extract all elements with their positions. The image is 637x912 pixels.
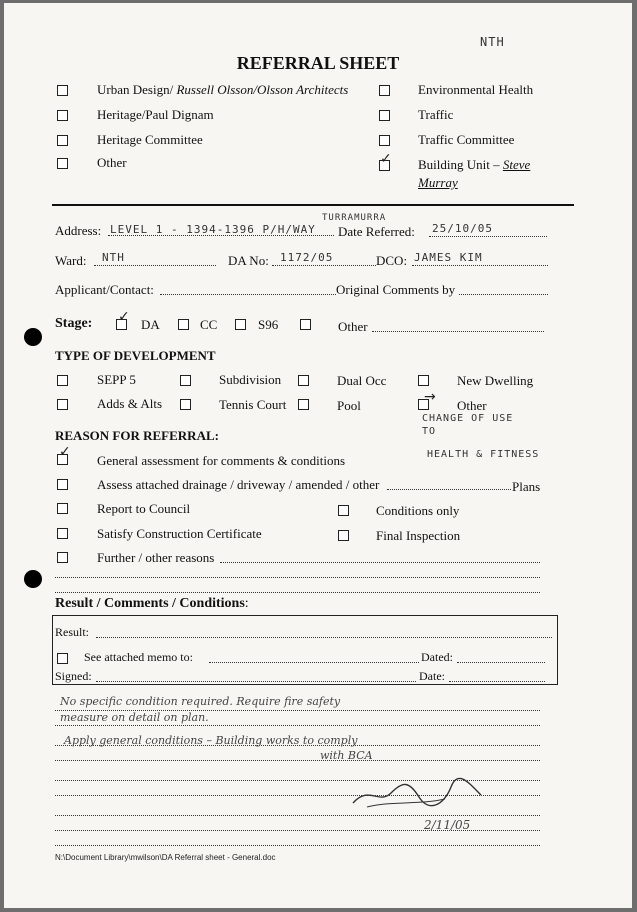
original-comments-label: Original Comments by bbox=[336, 282, 456, 297]
adds-alts-checkbox[interactable] bbox=[57, 399, 68, 410]
subdivision-label: Subdivision bbox=[219, 372, 282, 387]
new-dwelling-checkbox[interactable] bbox=[418, 375, 429, 386]
report-council-checkbox[interactable] bbox=[57, 503, 68, 514]
ward-value[interactable]: NTH bbox=[102, 251, 125, 264]
environmental-health-label: Environmental Health bbox=[418, 82, 534, 97]
reason-heading: REASON FOR REFERRAL: bbox=[55, 428, 219, 443]
other-development-label: Other bbox=[457, 398, 487, 413]
satisfy-cc-checkbox[interactable] bbox=[57, 528, 68, 539]
environmental-health-checkbox[interactable] bbox=[379, 85, 390, 96]
drainage-checkbox[interactable] bbox=[57, 479, 68, 490]
result-label: Result: bbox=[55, 625, 90, 639]
other-note-line3: HEALTH & FITNESS bbox=[427, 449, 540, 460]
stage-da-label: DA bbox=[141, 317, 160, 332]
traffic-label: Traffic bbox=[418, 107, 454, 122]
dated-label: Dated: bbox=[421, 650, 453, 664]
dco-line bbox=[412, 265, 548, 266]
type-of-development-heading: TYPE OF DEVELOPMENT bbox=[55, 348, 216, 363]
applicant-label: Applicant/Contact: bbox=[55, 282, 154, 297]
handwritten-comment-3: Apply general conditions – Building works to comply bbox=[64, 734, 358, 747]
heritage-committee-label: Heritage Committee bbox=[97, 132, 203, 147]
result-line[interactable] bbox=[96, 637, 552, 638]
building-unit-name: Murray bbox=[418, 175, 458, 190]
da-no-line bbox=[272, 265, 376, 266]
pool-label: Pool bbox=[337, 398, 361, 413]
sepp5-label: SEPP 5 bbox=[97, 372, 136, 387]
new-dwelling-label: New Dwelling bbox=[457, 373, 534, 388]
dco-value[interactable]: JAMES KIM bbox=[414, 251, 483, 264]
comment-line-7[interactable] bbox=[55, 815, 540, 816]
other-note-line1: CHANGE OF USE bbox=[422, 413, 514, 424]
pool-checkbox[interactable] bbox=[298, 399, 309, 410]
address-label: Address: bbox=[55, 223, 102, 238]
binder-hole-bottom bbox=[24, 570, 42, 588]
urban-design-checkbox[interactable] bbox=[57, 85, 68, 96]
tennis-court-label: Tennis Court bbox=[219, 397, 287, 412]
final-inspection-label: Final Inspection bbox=[376, 528, 461, 543]
date-line[interactable] bbox=[449, 681, 545, 682]
report-council-label: Report to Council bbox=[97, 501, 191, 516]
address-suburb-note: TURRAMURRA bbox=[322, 213, 387, 223]
corner-note: NTH bbox=[480, 35, 505, 49]
address-value[interactable]: LEVEL 1 - 1394-1396 P/H/WAY bbox=[110, 223, 316, 236]
final-inspection-checkbox[interactable] bbox=[338, 530, 349, 541]
date-label: Date: bbox=[419, 669, 445, 683]
stage-da-tick-icon: ✓ bbox=[118, 309, 130, 325]
comment-line-9[interactable] bbox=[55, 845, 540, 846]
dated-line[interactable] bbox=[457, 662, 545, 663]
stage-s96-label: S96 bbox=[258, 317, 279, 332]
subdivision-checkbox[interactable] bbox=[180, 375, 191, 386]
traffic-committee-checkbox[interactable] bbox=[379, 135, 390, 146]
satisfy-cc-label: Satisfy Construction Certificate bbox=[97, 526, 262, 541]
attached-memo-checkbox[interactable] bbox=[57, 653, 68, 664]
general-assessment-tick-icon: ✓ bbox=[59, 444, 71, 460]
signature-icon bbox=[349, 775, 489, 815]
plans-label: Plans bbox=[512, 479, 541, 494]
divider-thick bbox=[52, 204, 574, 206]
building-unit-tick-icon: ✓ bbox=[380, 151, 392, 167]
stage-cc-label: CC bbox=[200, 317, 218, 332]
heritage-label: Heritage/Paul Dignam bbox=[97, 107, 214, 122]
further-reasons-line-2[interactable] bbox=[55, 577, 540, 578]
result-heading: Result / Comments / Conditions: bbox=[55, 596, 249, 611]
adds-alts-label: Adds & Alts bbox=[97, 396, 163, 411]
comment-line-4[interactable] bbox=[55, 760, 540, 761]
footer-path: N:\Document Library\mwilson\DA Referral sheet - General.doc bbox=[55, 853, 276, 862]
signed-label: Signed: bbox=[55, 669, 92, 683]
stage-label: Stage: bbox=[55, 316, 93, 331]
conditions-only-checkbox[interactable] bbox=[338, 505, 349, 516]
building-unit-label: Building Unit – Steve bbox=[418, 157, 531, 172]
date-referred-line bbox=[429, 236, 547, 237]
heritage-checkbox[interactable] bbox=[57, 110, 68, 121]
traffic-committee-label: Traffic Committee bbox=[418, 132, 515, 147]
heritage-committee-checkbox[interactable] bbox=[57, 135, 68, 146]
urban-design-label: Urban Design/ Russell Olsson/Olsson Architects bbox=[97, 82, 349, 97]
other-development-arrow-icon: → bbox=[424, 389, 436, 405]
stage-cc-checkbox[interactable] bbox=[178, 319, 189, 330]
other-note-line2: TO bbox=[422, 426, 437, 437]
dual-occ-checkbox[interactable] bbox=[298, 375, 309, 386]
handwritten-date: 2/11/05 bbox=[424, 818, 471, 832]
da-no-value[interactable]: 1172/05 bbox=[280, 251, 334, 264]
ward-line bbox=[94, 265, 216, 266]
handwritten-comment-2: measure on detail on plan. bbox=[60, 711, 209, 724]
other-referral-label: Other bbox=[97, 155, 127, 170]
general-assessment-label: General assessment for comments & conditions bbox=[97, 453, 346, 468]
dual-occ-label: Dual Occ bbox=[337, 373, 387, 388]
comment-line-2[interactable] bbox=[55, 725, 540, 726]
conditions-only-label: Conditions only bbox=[376, 503, 460, 518]
traffic-checkbox[interactable] bbox=[379, 110, 390, 121]
referral-sheet bbox=[4, 3, 632, 908]
sepp5-checkbox[interactable] bbox=[57, 375, 68, 386]
drainage-label: Assess attached drainage / driveway / amended / other bbox=[97, 477, 380, 492]
tennis-court-checkbox[interactable] bbox=[180, 399, 191, 410]
page-title: REFERRAL SHEET bbox=[236, 53, 400, 73]
dco-label: DCO: bbox=[376, 253, 408, 268]
other-referral-checkbox[interactable] bbox=[57, 158, 68, 169]
handwritten-comment-4: with BCA bbox=[320, 749, 373, 762]
further-reasons-line-1[interactable] bbox=[220, 562, 540, 563]
date-referred-value[interactable]: 25/10/05 bbox=[432, 222, 493, 235]
further-reasons-line-3[interactable] bbox=[55, 592, 540, 593]
memo-line[interactable] bbox=[209, 662, 419, 663]
memo-label: See attached memo to: bbox=[84, 650, 193, 664]
stage-other-label: Other bbox=[338, 319, 368, 334]
drainage-line[interactable] bbox=[387, 489, 511, 490]
signed-line[interactable] bbox=[96, 681, 416, 682]
da-no-label: DA No: bbox=[228, 253, 269, 268]
stage-s96-checkbox[interactable] bbox=[235, 319, 246, 330]
further-reasons-label: Further / other reasons bbox=[97, 550, 215, 565]
applicant-line[interactable] bbox=[160, 294, 336, 295]
handwritten-comment-1: No specific condition required. Require fire safety bbox=[60, 695, 341, 708]
binder-hole-top bbox=[24, 328, 42, 346]
stage-other-line[interactable] bbox=[372, 331, 544, 332]
stage-other-checkbox[interactable] bbox=[300, 319, 311, 330]
further-reasons-checkbox[interactable] bbox=[57, 552, 68, 563]
ward-label: Ward: bbox=[55, 253, 87, 268]
original-comments-line[interactable] bbox=[459, 294, 548, 295]
date-referred-label: Date Referred: bbox=[338, 224, 415, 239]
